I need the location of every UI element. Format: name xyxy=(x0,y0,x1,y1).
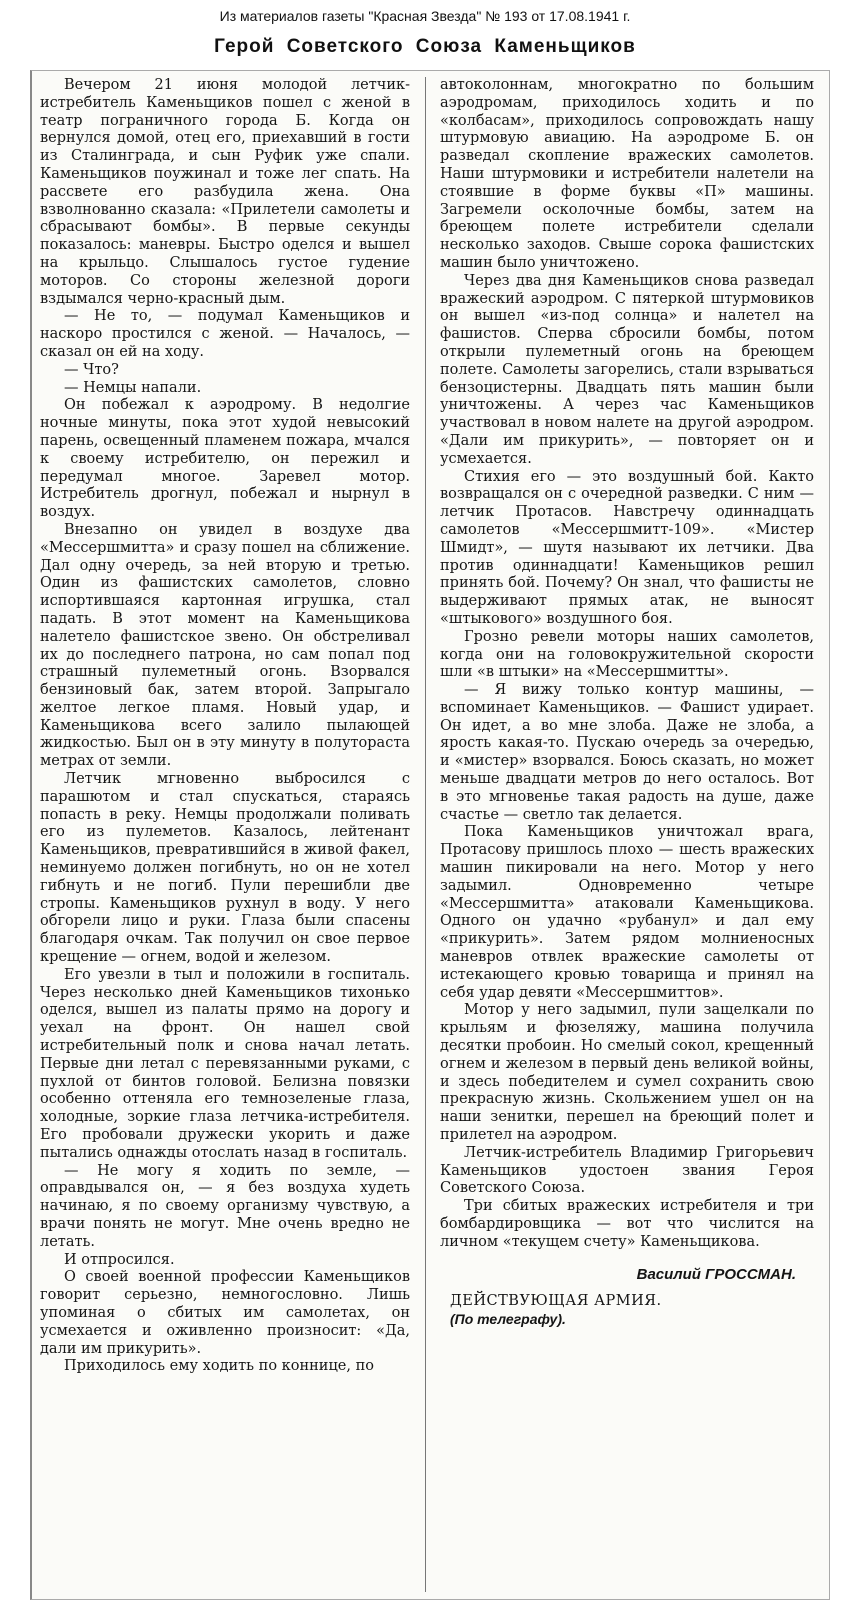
article-column-right xyxy=(440,77,814,1592)
newspaper-clipping xyxy=(30,70,830,1600)
paragraph: Летчик мгновенно выбросился с парашютом и стал спускаться, стараясь попасть в реку. Немцы продолжали поливать его из пулеметов. Казалось, лейтенант Каменьщиков, превратившийся в живой факел, неминуемо должен погибнуть, но он не хотел гибнуть и не погиб. Пули перешибли две стропы. Каменьщиков рухнул в воду. У него обгорели лицо и руки. Глаза были спасены благодаря очкам. Так получил он свое первое крещение — огнем, водой и железом. xyxy=(40,771,410,966)
paragraph: Приходилось ему ходить по коннице, по xyxy=(64,1358,374,1375)
paragraph: Летчик-истребитель Владимир Григорьевич Каменьщиков удостоен звания Героя Советского Союза. xyxy=(440,1144,814,1197)
paragraph: Вечером 21 июня молодой летчик-истребитель Каменьщиков пошел с женой в театр пограничного города Б. Когда он вернулся домой, отец его, приехавший в гости из Сталинграда, и сын Руфик уже спали. Каменьщиков поужинал и тоже лег спать. На рассвете его разбудила жена. Она взволнованно сказала: «Прилетели самолеты и сбрасывают бомбы». В первые секунды показалось: маневры. Быстро оделся и вышел на крыльцо. Слышалось густое гудение моторов. Со стороны железной дороги вздымался черно-красный дым. xyxy=(40,77,410,307)
paragraph: автоколоннам, многократно по большим аэродромам, приходилось ходить и по «колбасам», приходилось сопровождать нашу штурмовую авиацию. На аэродроме Б. он разведал скопление вражеских самолетов. Наши штурмовики и истребители налетели на стоявшие в форме буквы «П» машины. Загремели осколочные бомбы, затем на бреющем полете истребители сделали несколько заходов. Свыше сорока фашистских машин было уничтожено. xyxy=(440,77,814,271)
dateline-telegraph: (По телеграфу). xyxy=(450,1311,566,1328)
paragraph: Через два дня Каменьщиков снова разведал вражеский аэродром. С пятеркой штурмовиков он вышел «из-под солнца» и налетел на фашистов. Сперва сбросили бомбы, потом открыли пулеметный огонь на бреющем полете. Самолеты загорелись, стали взрываться бензоцистерны. Двадцать пять машин были уничтожены. А через час Каменьщиков участвовал в новом налете на другой аэродром. «Дали им прикурить», — повторяет он и усмехается. xyxy=(440,272,814,467)
paragraph: О своей военной профессии Каменьщиков говорит серьезно, немногословно. Лишь упоминая о сбитых им самолетах, он усмехается и оживленно произносит: «Да, дали им прикурить». xyxy=(40,1269,410,1357)
paragraph: Стихия его — это воздушный бой. Както возвращался он с очередной разведки. С ним — летчик Протасов. Навстречу одиннадцать самолетов «Мессершмитт-109». «Мистер Шмидт», — шутя называют их летчики. Два против одиннадцати! Каменьщиков решил принять бой. Почему? Он знал, что фашисты не выдерживают прямых атак, не выносят «штыкового» воздушного боя. xyxy=(440,468,814,627)
paragraph: Мотор у него задымил, пули защелкали по крыльям и фюзеляжу, машина получила десятки пробоин. Но смелый сокол, крещенный огнем и железом в первый день великой войны, и здесь победителем и сумел сохранить свою прекрасную жизнь. Скольжением ушел он на наши зенитки, перешел на бреющий полет и прилетел на аэродром. xyxy=(440,1002,814,1144)
paragraph: И отпросился. xyxy=(64,1251,175,1268)
paragraph: Его увезли в тыл и положили в госпиталь. Через несколько дней Каменьщиков тихонько оделся, вышел из палаты прямо на дорогу и уехал на фронт. Он нашел свой истребительный полк и снова начал летать. Первые дни летал с перевязанными руками, с пухлой от бинтов головой. Белизна повязки особенно оттеняла его темнозеленые глаза, холодные, зоркие глаза летчика-истребителя. Его пробовали дружески укорить и даже пытались однажды отослать назад в госпиталь. xyxy=(40,966,410,1161)
paragraph: — Немцы напали. xyxy=(64,379,202,396)
paragraph: — Что? xyxy=(64,361,119,378)
article-headline: Герой Советского Союза Каменьщиков xyxy=(214,36,636,57)
paragraph: Он побежал к аэродрому. В недолгие ночные минуты, пока этот худой невысокий парень, освещенный пламенем пожара, мчался к своему истребителю, он пережил и передумал многое. Заревел мотор. Истребитель дрогнул, побежал и нырнул в воздух. xyxy=(40,397,410,521)
paragraph: Три сбитых вражеских истребителя и три бомбардировщика — вот что числится на личном «текущем счету» Каменьщикова. xyxy=(440,1198,814,1250)
source-line: Из материалов газеты "Красная Звезда" № 193 от 17.08.1941 г. xyxy=(219,8,631,24)
paragraph: Внезапно он увидел в воздухе два «Мессершмитта» и сразу пошел на сближение. Дал одну очередь, за ней вторую и третью. Один из фашистских самолетов, словно испортившаяся картонная игрушка, стал падать. В этот момент на Каменьщикова налетело фашистское звено. Он обстреливал их до последнего патрона, но сам попал под страшный пулеметный огонь. Взорвался бензиновый бак, затем второй. Запрыгало желтое легкое пламя. Новый удар, и Каменьщикова всего залило пылающей жидкостью. Был он в эту минуту в полутораста метрах от земли. xyxy=(40,521,410,770)
dateline-army: ДЕЙСТВУЮЩАЯ АРМИЯ. xyxy=(450,1293,662,1310)
paragraph: Пока Каменьщиков уничтожал врага, Протасову пришлось плохо — шесть вражеских машин пикировали на него. Мотор у него задымил. Одновременно четыре «Мессершмитта» атаковали Каменьщикова. Одного он удачно «рубанул» и дал ему «прикурить». Затем рядом молниеносных маневров отвлек вражеские самолеты от истекающего кровью товарища и принял на себя удар девяти «Мессершмиттов». xyxy=(440,824,814,1001)
author-signature: Василий ГРОССМАН. xyxy=(636,1265,796,1283)
paragraph: — Не то, — подумал Каменьщиков и наскоро простился с женой. — Началось, — сказал он ей на ходу. xyxy=(40,308,410,360)
article-column-left xyxy=(40,77,410,1592)
paragraph: — Я вижу только контур машины, — вспоминает Каменьщиков. — Фашист удирает. Он идет, а во мне злоба. Даже не злоба, а ярость какая-то. Пускаю очередь за очередью, и «мистер» взорвался. Боюсь сказать, но может меньше двадцати метров до него осталось. Вот в это мгновенье такая радость на душе, даже счастье — светло так делается. xyxy=(440,682,814,823)
column-divider xyxy=(425,77,426,1592)
paragraph: — Не могу я ходить по земле, — оправдывался он, — я без воздуха худеть начинаю, я по своему организму чувствую, а врачи понять не могут. Мне очень вредно не летать. xyxy=(40,1162,410,1250)
paragraph: Грозно ревели моторы наших самолетов, когда они на головокружительной скорости шли «в штыки» на «Мессершмитты». xyxy=(440,628,814,681)
